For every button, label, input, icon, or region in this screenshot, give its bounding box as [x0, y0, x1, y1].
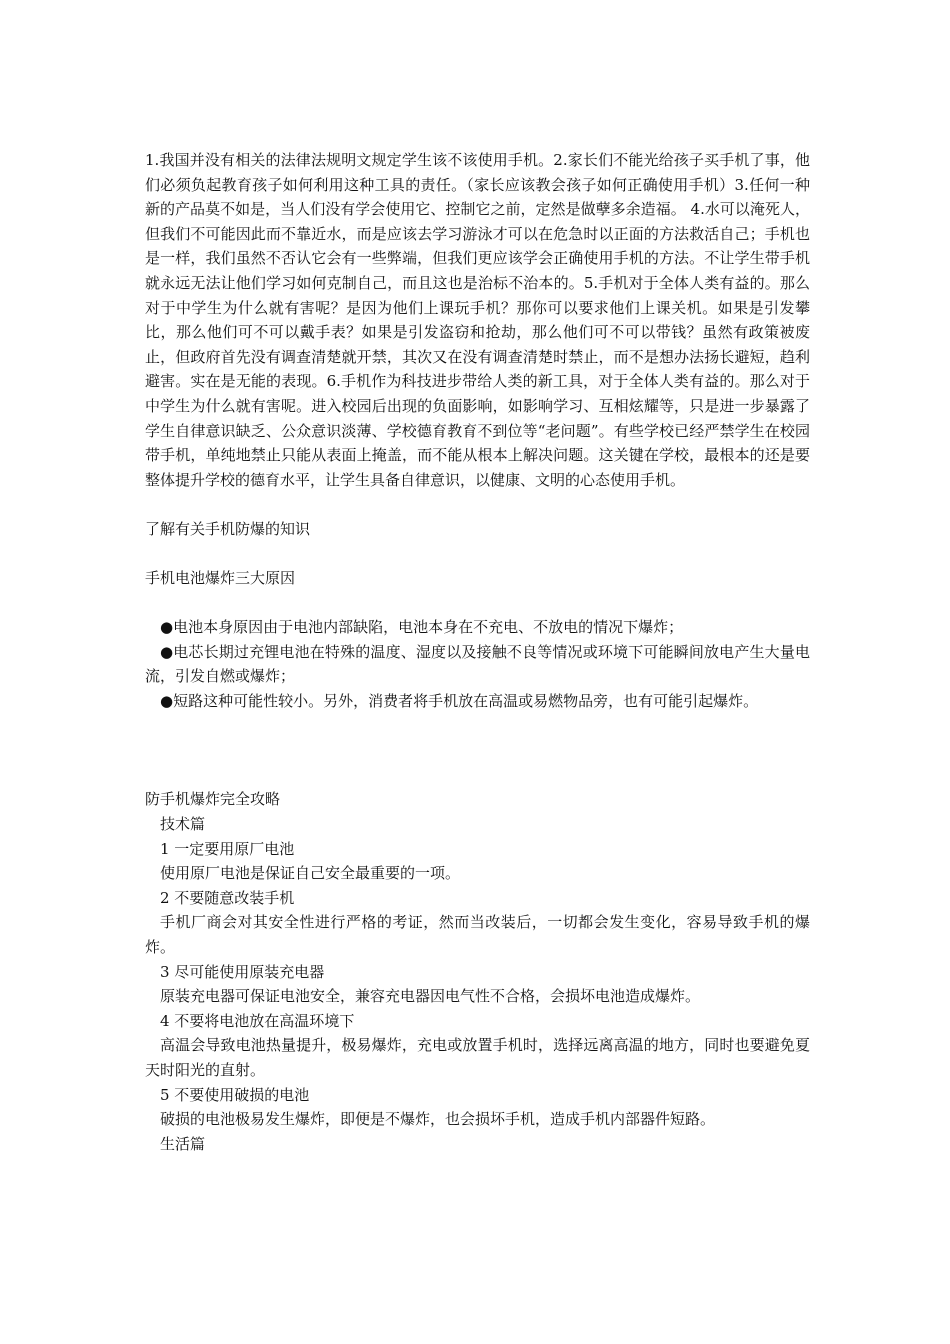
guide-item-text-3: 原装充电器可保证电池安全，兼容充电器因电气性不合格，会损坏电池造成爆炸。: [160, 987, 701, 1006]
cause-text-2: 电芯长期过充锂电池在特殊的温度、湿度以及接触不良等情况或环境下可能瞬间放电产生大量电流，引发自燃或爆炸；: [145, 642, 810, 686]
section-knowledge-title: 了解有关手机防爆的知识: [145, 519, 311, 538]
guide-item-heading-1: 1 一定要用原厂电池: [160, 839, 295, 858]
cause-text-3: 短路这种可能性较小。另外，消费者将手机放在高温或易燃物品旁，也有可能引起爆炸。: [173, 692, 759, 711]
spacer: [145, 714, 810, 788]
guide-title: 防手机爆炸完全攻略: [145, 790, 281, 809]
cause-item-1: [145, 615, 810, 640]
guide-item-heading-5: 5 不要使用破损的电池: [160, 1085, 310, 1104]
guide-section-technical: 技术篇: [160, 815, 206, 834]
spacer: [145, 542, 810, 567]
guide-item-heading-4: 4 不要将电池放在高温环境下: [160, 1011, 355, 1030]
document-page: [145, 148, 810, 1156]
cause-item-2: [145, 640, 810, 689]
intro-paragraph: 1.我国并没有相关的法律法规明文规定学生该不该使用手机。2.家长们不能光给孩子买手机了事，他们必须负起教育孩子如何利用这种工具的责任。（家长应该教会孩子如何正确使用手机）3.任何一种新的产品莫不如是，当人们没有学会使用它、控制它之前，定然是做孽多余造福。 4.水可以淹死人，但我们不可能因此而不靠近水，而是应该去学习游泳才可以在危急时以正面的方法救活自己；手机也是一样，我们虽然不否认它会有一些弊端，但我们更应该学会正确使用手机的方法。不让学生带手机就永远无法让他们学习如何克制自己，而且这也是治标不治本的。5.手机对于全体人类有益的。那么对于中学生为什么就有害呢？是因为他们上课玩手机？那你可以要求他们上课关机。如果是引发攀比，那么他们可不可以戴手表？如果是引发盗窃和抢劫，那么他们可不可以带钱？虽然有政策被废止，但政府首先没有调查清楚就开禁，其次又在没有调查清楚时禁止，而不是想办法扬长避短，趋利避害。实在是无能的表现。6.手机作为科技进步带给人类的新工具，对于全体人类有益的。那么对于中学生为什么就有害呢。进入校园后出现的负面影响，如影响学习、互相炫耀等，只是进一步暴露了学生自律意识缺乏、公众意识淡薄、学校德育教育不到位等“老问题”。有些学校已经严禁学生在校园带手机，单纯地禁止只能从表面上掩盖，而不能从根本上解决问题。这关键在学校，最根本的还是要整体提升学校的德育水平，让学生具备自律意识，以健康、文明的心态使用手机。: [145, 151, 810, 489]
bullet-dot-icon: ●: [160, 618, 174, 637]
cause-item-3: [145, 689, 810, 714]
guide-section-life: 生活篇: [160, 1134, 206, 1153]
spacer: [145, 492, 810, 517]
section-causes-title: 手机电池爆炸三大原因: [145, 569, 296, 588]
guide-item-heading-3: 3 尽可能使用原装充电器: [160, 962, 325, 981]
guide-item-text-2: 手机厂商会对其安全性进行严格的考证，然而当改装后，一切都会发生变化，容易导致手机的爆炸。: [145, 913, 810, 957]
guide-item-text-4: 高温会导致电池热量提升，极易爆炸，充电或放置手机时，选择远离高温的地方，同时也要避免夏天时阳光的直射。: [145, 1036, 810, 1079]
bullet-dot-icon: ●: [160, 642, 174, 661]
guide-item-heading-2: 2 不要随意改装手机: [160, 888, 295, 907]
causes-list: [145, 615, 810, 713]
guide-item-text-5: 破损的电池极易发生爆炸，即便是不爆炸，也会损坏手机，造成手机内部器件短路。: [160, 1110, 716, 1129]
bullet-dot-icon: ●: [160, 692, 174, 711]
guide-item-text-1: 使用原厂电池是保证自己安全最重要的一项。: [160, 864, 461, 883]
cause-text-1: 电池本身原因由于电池内部缺陷，电池本身在不充电、不放电的情况下爆炸；: [173, 618, 684, 637]
spacer: [145, 591, 810, 616]
